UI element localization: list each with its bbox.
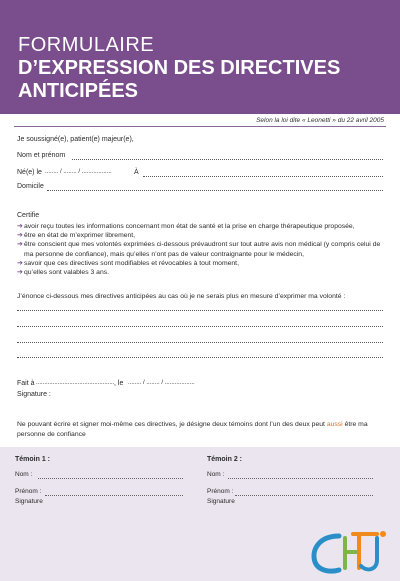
arrow-right-icon: ➔ (17, 232, 23, 240)
witness-2-firstname-label: Prénom : (207, 488, 234, 495)
witness-1-name-label: Nom : (15, 471, 33, 478)
list-item: ➔ savoir que ces directives sont modifiables et révocables à tout moment, (17, 259, 239, 267)
header-banner (0, 0, 400, 114)
birth-place-field[interactable] (143, 176, 383, 177)
directives-intro: J’énonce ci-dessous mes directives anticipées au cas où je ne serais plus en mesure d’exprimer ma volonté : (17, 293, 346, 300)
witness-1-name-field[interactable] (38, 478, 183, 479)
witness-2-name-field[interactable] (228, 478, 373, 479)
witness-intro: Ne pouvant écrire et signer moi-même ces directives, je désigne deux témoins dont l’un des deux peut aussi être ma personne de confiance (17, 421, 368, 438)
directives-line-1[interactable] (17, 310, 383, 311)
witness-2-title: Témoin 2 : (207, 456, 243, 463)
certify-list (17, 222, 387, 277)
birth-date-field[interactable]: ........ / ........ / .................. (45, 169, 112, 175)
witness-2-name-label: Nom : (207, 471, 225, 478)
directives-line-4[interactable] (17, 357, 383, 358)
witness-2-signature-label: Signature (207, 498, 235, 505)
hospital-logo (305, 528, 395, 576)
witness-1-title: Témoin 1 : (15, 456, 51, 463)
witness-2-firstname-field[interactable] (235, 495, 373, 496)
address-label: Domicile (17, 183, 44, 190)
signature-label: Signature : (17, 391, 51, 398)
done-at-label: Fait à (17, 380, 35, 387)
list-item: ➔ qu’elles sont valables 3 ans. (17, 269, 110, 277)
witness-1-firstname-label: Prénom : (15, 488, 42, 495)
witness-1-signature-label: Signature (15, 498, 43, 505)
directives-line-2[interactable] (17, 326, 383, 327)
law-divider (14, 126, 386, 127)
list-item: ➔ être conscient que mes volontés exprimées ci-dessous prévaudront sur tout autre avis non médical (y compris celui de ma personne de confiance), mais qu’elles n’ont pas de valeur contraignante pour le médecin, (17, 241, 381, 258)
on-label: , le (114, 380, 124, 387)
arrow-right-icon: ➔ (17, 269, 23, 277)
arrow-right-icon: ➔ (17, 259, 23, 267)
witness-1-firstname-field[interactable] (45, 495, 183, 496)
name-label: Nom et prénom (17, 152, 66, 159)
arrow-right-icon: ➔ (17, 241, 23, 249)
title-line-1: FORMULAIRE (18, 34, 155, 56)
signature-date-field[interactable]: ........ / ........ / .................. (128, 380, 195, 386)
at-label: À (134, 169, 139, 176)
address-field[interactable] (47, 190, 383, 191)
list-item: ➔ être en état de m’exprimer librement, (17, 232, 136, 240)
list-item: ➔ avoir reçu toutes les informations concernant mon état de santé et la prise en charge thérapeutique proposée, (17, 223, 355, 230)
directives-line-3[interactable] (17, 342, 383, 343)
title-line-2: D’EXPRESSION DES DIRECTIVES ANTICIPÉES (18, 57, 341, 102)
certify-title: Certifie (17, 212, 40, 219)
patient-intro: Je soussigné(e), patient(e) majeur(e), (17, 136, 134, 143)
law-reference: Selon la loi dite « Leonetti » du 22 avril 2005 (256, 117, 384, 124)
arrow-right-icon: ➔ (17, 223, 23, 230)
birth-label: Né(e) le (17, 169, 42, 176)
name-field[interactable] (72, 159, 383, 160)
witness-highlight: aussi (326, 421, 343, 428)
done-at-field[interactable]: ............................................... (36, 380, 115, 386)
